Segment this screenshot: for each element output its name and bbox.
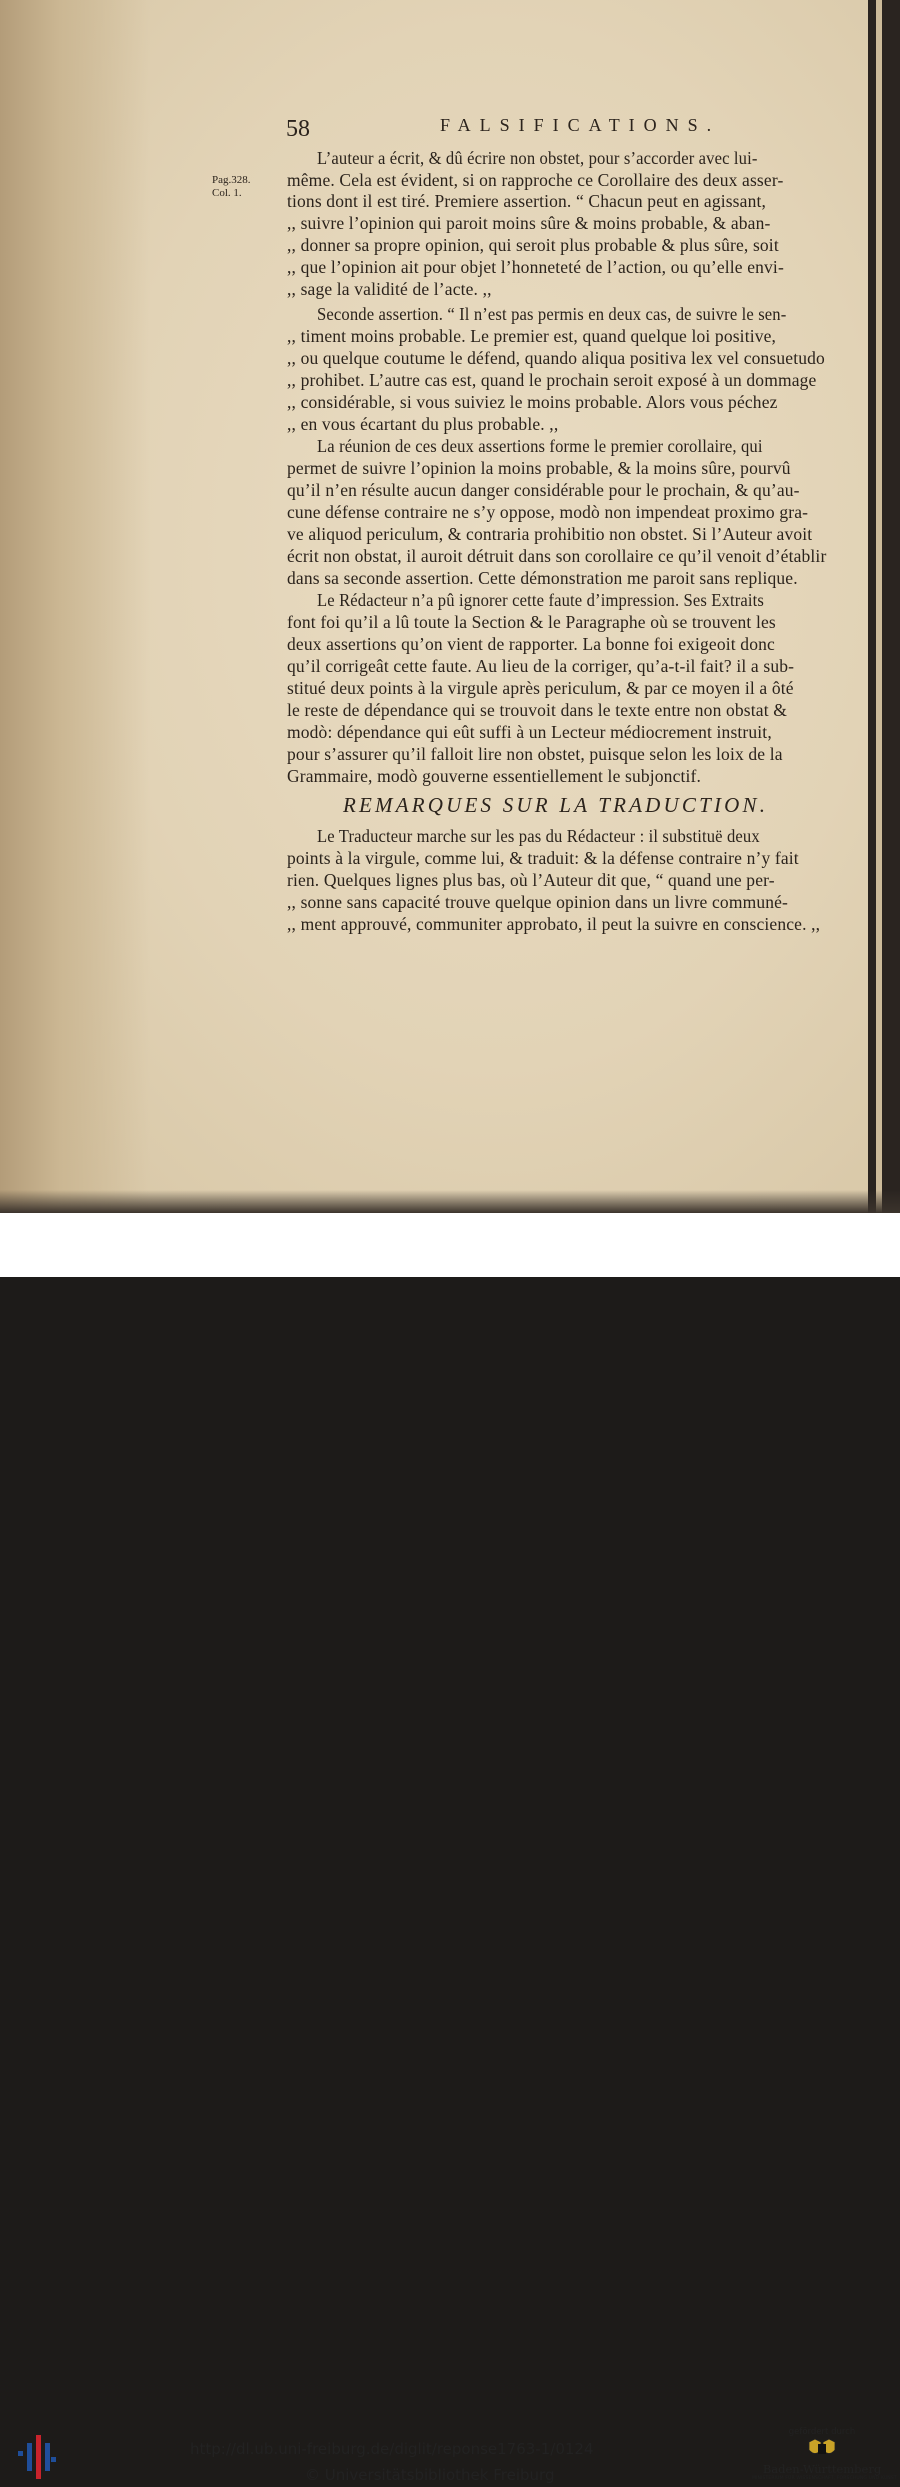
scanned-page <box>0 0 900 1213</box>
text-line: même. Cela est évident, si on rapproche ce Corollaire des deux asser- <box>287 170 784 190</box>
text-line: ,, ment approuvé, communiter approbato, il peut la suivre en conscience. ,, <box>287 914 821 934</box>
text-line: qu’il n’en résulte aucun danger considérable pour le prochain, & qu’au- <box>287 480 800 500</box>
text-line: ,, donner sa propre opinion, qui seroit plus probable & plus sûre, soit <box>287 235 779 255</box>
scan-bottom-shadow <box>0 1190 900 1213</box>
text-line: ,, considérable, si vous suiviez le moins probable. Alors vous péchez <box>287 392 778 412</box>
text-line: ,, en vous écartant du plus probable. ,, <box>287 414 559 434</box>
text-line: La réunion de ces deux assertions forme le premier corollaire, qui <box>317 436 763 456</box>
text-line: Le Rédacteur n’a pû ignorer cette faute d’impression. Ses Extraits <box>317 590 765 610</box>
text-line: ,, que l’opinion ait pour objet l’honneteté de l’action, ou qu’elle envi- <box>287 257 784 277</box>
text-line: deux assertions qu’on vient de rapporter. La bonne foi exigeoit donc <box>287 634 775 654</box>
text-line: ,, sonne sans capacité trouve quelque opinion dans un livre communé- <box>287 892 789 912</box>
text-line: Le Traducteur marche sur les pas du Rédacteur : il substituë deux <box>317 826 760 846</box>
viewer-footer <box>0 1213 900 2484</box>
sponsor-name: Baden-Württemberg <box>762 2462 882 2476</box>
text-line: modò: dépendance qui eût suffi à un Lecteur médiocrement instruit, <box>287 722 772 742</box>
text-line: rien. Quelques lignes plus bas, où l’Auteur dit que, “ quand une per- <box>287 870 775 890</box>
page-number: 58 <box>286 116 310 142</box>
library-logo-icon <box>18 2435 56 2479</box>
text-line: cune défense contraire ne s’y oppose, modò non impendeat proximo gra- <box>287 502 809 522</box>
text-line: le reste de dépendance qui se trouvoit dans le texte entre non obstat & <box>287 700 788 720</box>
text-line: ,, suivre l’opinion qui paroit moins sûre & moins probable, & aban- <box>287 213 771 233</box>
sponsor-label: gefördert durch <box>788 2427 856 2437</box>
page-edge <box>876 0 882 1213</box>
text-line: permet de suivre l’opinion la moins probable, & la moins sûre, pourvû <box>287 458 791 478</box>
margin-note <box>212 174 251 200</box>
text-line: qu’il corrigeât cette faute. Au lieu de la corriger, qu’a-t-il fait? il a sub- <box>287 656 795 676</box>
copyright-notice: © Universitätsbibliothek Freiburg <box>305 2466 555 2484</box>
margin-note-line: Col. 1. <box>212 187 242 199</box>
section-heading: REMARQUES SUR LA TRADUCTION. <box>343 793 769 817</box>
running-title: FALSIFICATIONS. <box>440 115 721 135</box>
page-gutter-shadow <box>0 0 150 1213</box>
text-line: écrit non obstat, il auroit détruit dans son corollaire ce qu’il venoit d’établir <box>287 546 827 566</box>
text-line: Grammaire, modò gouverne essentiellement le subjonctif. <box>287 766 702 786</box>
text-line: pour s’assurer qu’il falloit lire non obstet, puisque selon les loix de la <box>287 744 783 764</box>
scan-background-edge <box>868 0 900 1213</box>
document-url[interactable]: http://dl.ub.uni-freiburg.de/diglit/reponse1763-1/0124 <box>190 2440 594 2458</box>
text-line: ,, prohibet. L’autre cas est, quand le prochain seroit exposé à un dommage <box>287 370 817 390</box>
text-line: dans sa seconde assertion. Cette démonstration me paroit sans replique. <box>287 568 798 588</box>
text-line: ,, ou quelque coutume le défend, quando aliqua positiva lex vel consuetudo <box>287 348 825 368</box>
margin-note-line: Pag.328. <box>212 174 251 186</box>
text-line: ,, timent moins probable. Le premier est, quand quelque loi positive, <box>287 326 777 346</box>
text-line: ve aliquod periculum, & contraria prohibitio non obstet. Si l’Auteur avoit <box>287 524 813 544</box>
text-line: font foi qu’il a lû toute la Section & le Paragraphe où se trouvent les <box>287 612 776 632</box>
text-line: tions dont il est tiré. Premiere assertion. “ Chacun peut en agissant, <box>287 191 767 211</box>
sponsor-block <box>752 2427 897 2487</box>
text-line: points à la virgule, comme lui, & traduit: & la défense contraire n’y fait <box>287 848 799 868</box>
coat-of-arms-icon <box>805 2438 839 2458</box>
text-line: Seconde assertion. “ Il n’est pas permis en deux cas, de suivre le sen- <box>317 304 787 324</box>
text-line: L’auteur a écrit, & dû écrire non obstet, pour s’accorder avec lui- <box>317 148 758 168</box>
text-line: ,, sage la validité de l’acte. ,, <box>287 279 492 299</box>
text-line: stitué deux points à la virgule après periculum, & par ce moyen il a ôté <box>287 678 794 698</box>
sponsor-ministry: MINISTERIUM FÜR WISSENSCHAFT, FORSCHUNG UND KUNST <box>752 2476 897 2481</box>
